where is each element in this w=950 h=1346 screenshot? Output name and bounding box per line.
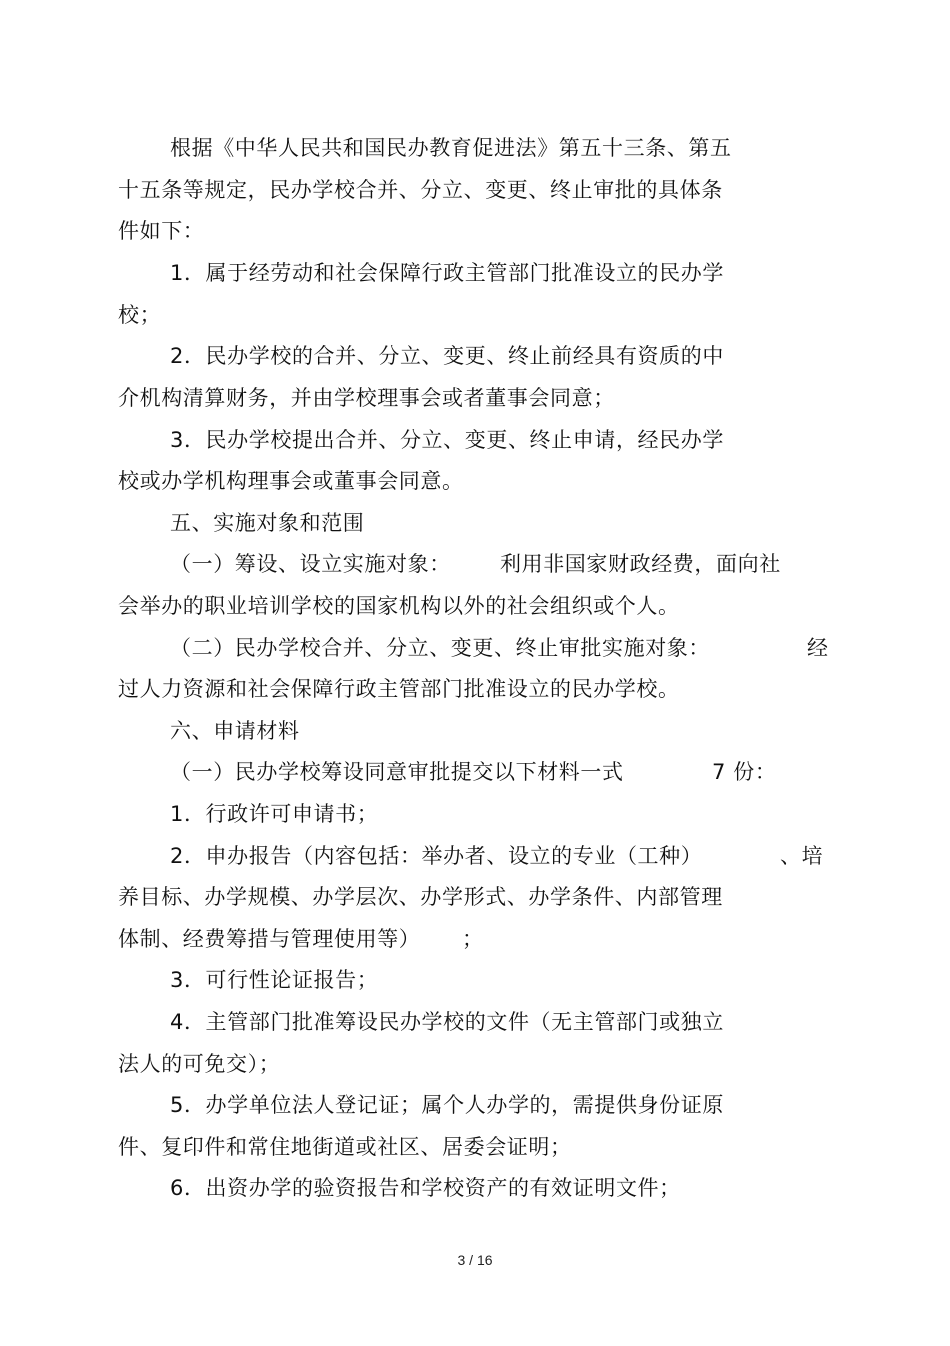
text-line: 件如下： — [118, 219, 205, 243]
text-line: 介机构清算财务，并由学校理事会或者董事会同意； — [118, 386, 615, 410]
text-line: 2．申办报告（内容包括：举办者、设立的专业（工种） — [170, 844, 703, 868]
text-line: （一）民办学校筹设同意审批提交以下材料一式 — [170, 760, 624, 784]
text-line: 、培 — [780, 844, 824, 868]
text-line: 3．可行性论证报告； — [170, 968, 379, 992]
text-line: 5．办学单位法人登记证；属个人办学的，需提供身份证原 — [170, 1093, 724, 1117]
text-line: （二）民办学校合并、分立、变更、终止审批实施对象： — [170, 636, 710, 660]
text-line: 件、复印件和常住地街道或社区、居委会证明； — [118, 1135, 572, 1159]
text-line: 根据《中华人民共和国民办教育促进法》第五十三条、第五 — [170, 136, 732, 160]
text-line: ； — [462, 927, 484, 951]
section-heading: 五、实施对象和范围 — [170, 511, 365, 535]
text-line: 会举办的职业培训学校的国家机构以外的社会组织或个人。 — [118, 594, 680, 618]
text-line: 1．属于经劳动和社会保障行政主管部门批准设立的民办学 — [170, 261, 724, 285]
text-line: 3．民办学校提出合并、分立、变更、终止申请，经民办学 — [170, 428, 724, 452]
text-line: 7 份： — [712, 760, 777, 784]
text-line: 十五条等规定，民办学校合并、分立、变更、终止审批的具体条 — [118, 178, 723, 202]
text-line: 4．主管部门批准筹设民办学校的文件（无主管部门或独立 — [170, 1010, 724, 1034]
text-line: 法人的可免交）； — [118, 1052, 281, 1076]
text-line: 利用非国家财政经费，面向社 — [500, 552, 781, 576]
text-line: 经 — [807, 636, 829, 660]
text-line: 体制、经费筹措与管理使用等） — [118, 927, 421, 951]
text-line: 校或办学机构理事会或董事会同意。 — [118, 469, 464, 493]
text-line: （一）筹设、设立实施对象： — [170, 552, 451, 576]
section-heading: 六、申请材料 — [170, 719, 300, 743]
text-line: 校； — [118, 303, 162, 327]
text-line: 过人力资源和社会保障行政主管部门批准设立的民办学校。 — [118, 677, 680, 701]
text-line: 养目标、办学规模、办学层次、办学形式、办学条件、内部管理 — [118, 885, 723, 909]
text-line: 2．民办学校的合并、分立、变更、终止前经具有资质的中 — [170, 344, 724, 368]
page-number: 3 / 16 — [457, 1252, 493, 1268]
text-line: 1．行政许可申请书； — [170, 802, 379, 826]
text-line: 6．出资办学的验资报告和学校资产的有效证明文件； — [170, 1176, 681, 1200]
